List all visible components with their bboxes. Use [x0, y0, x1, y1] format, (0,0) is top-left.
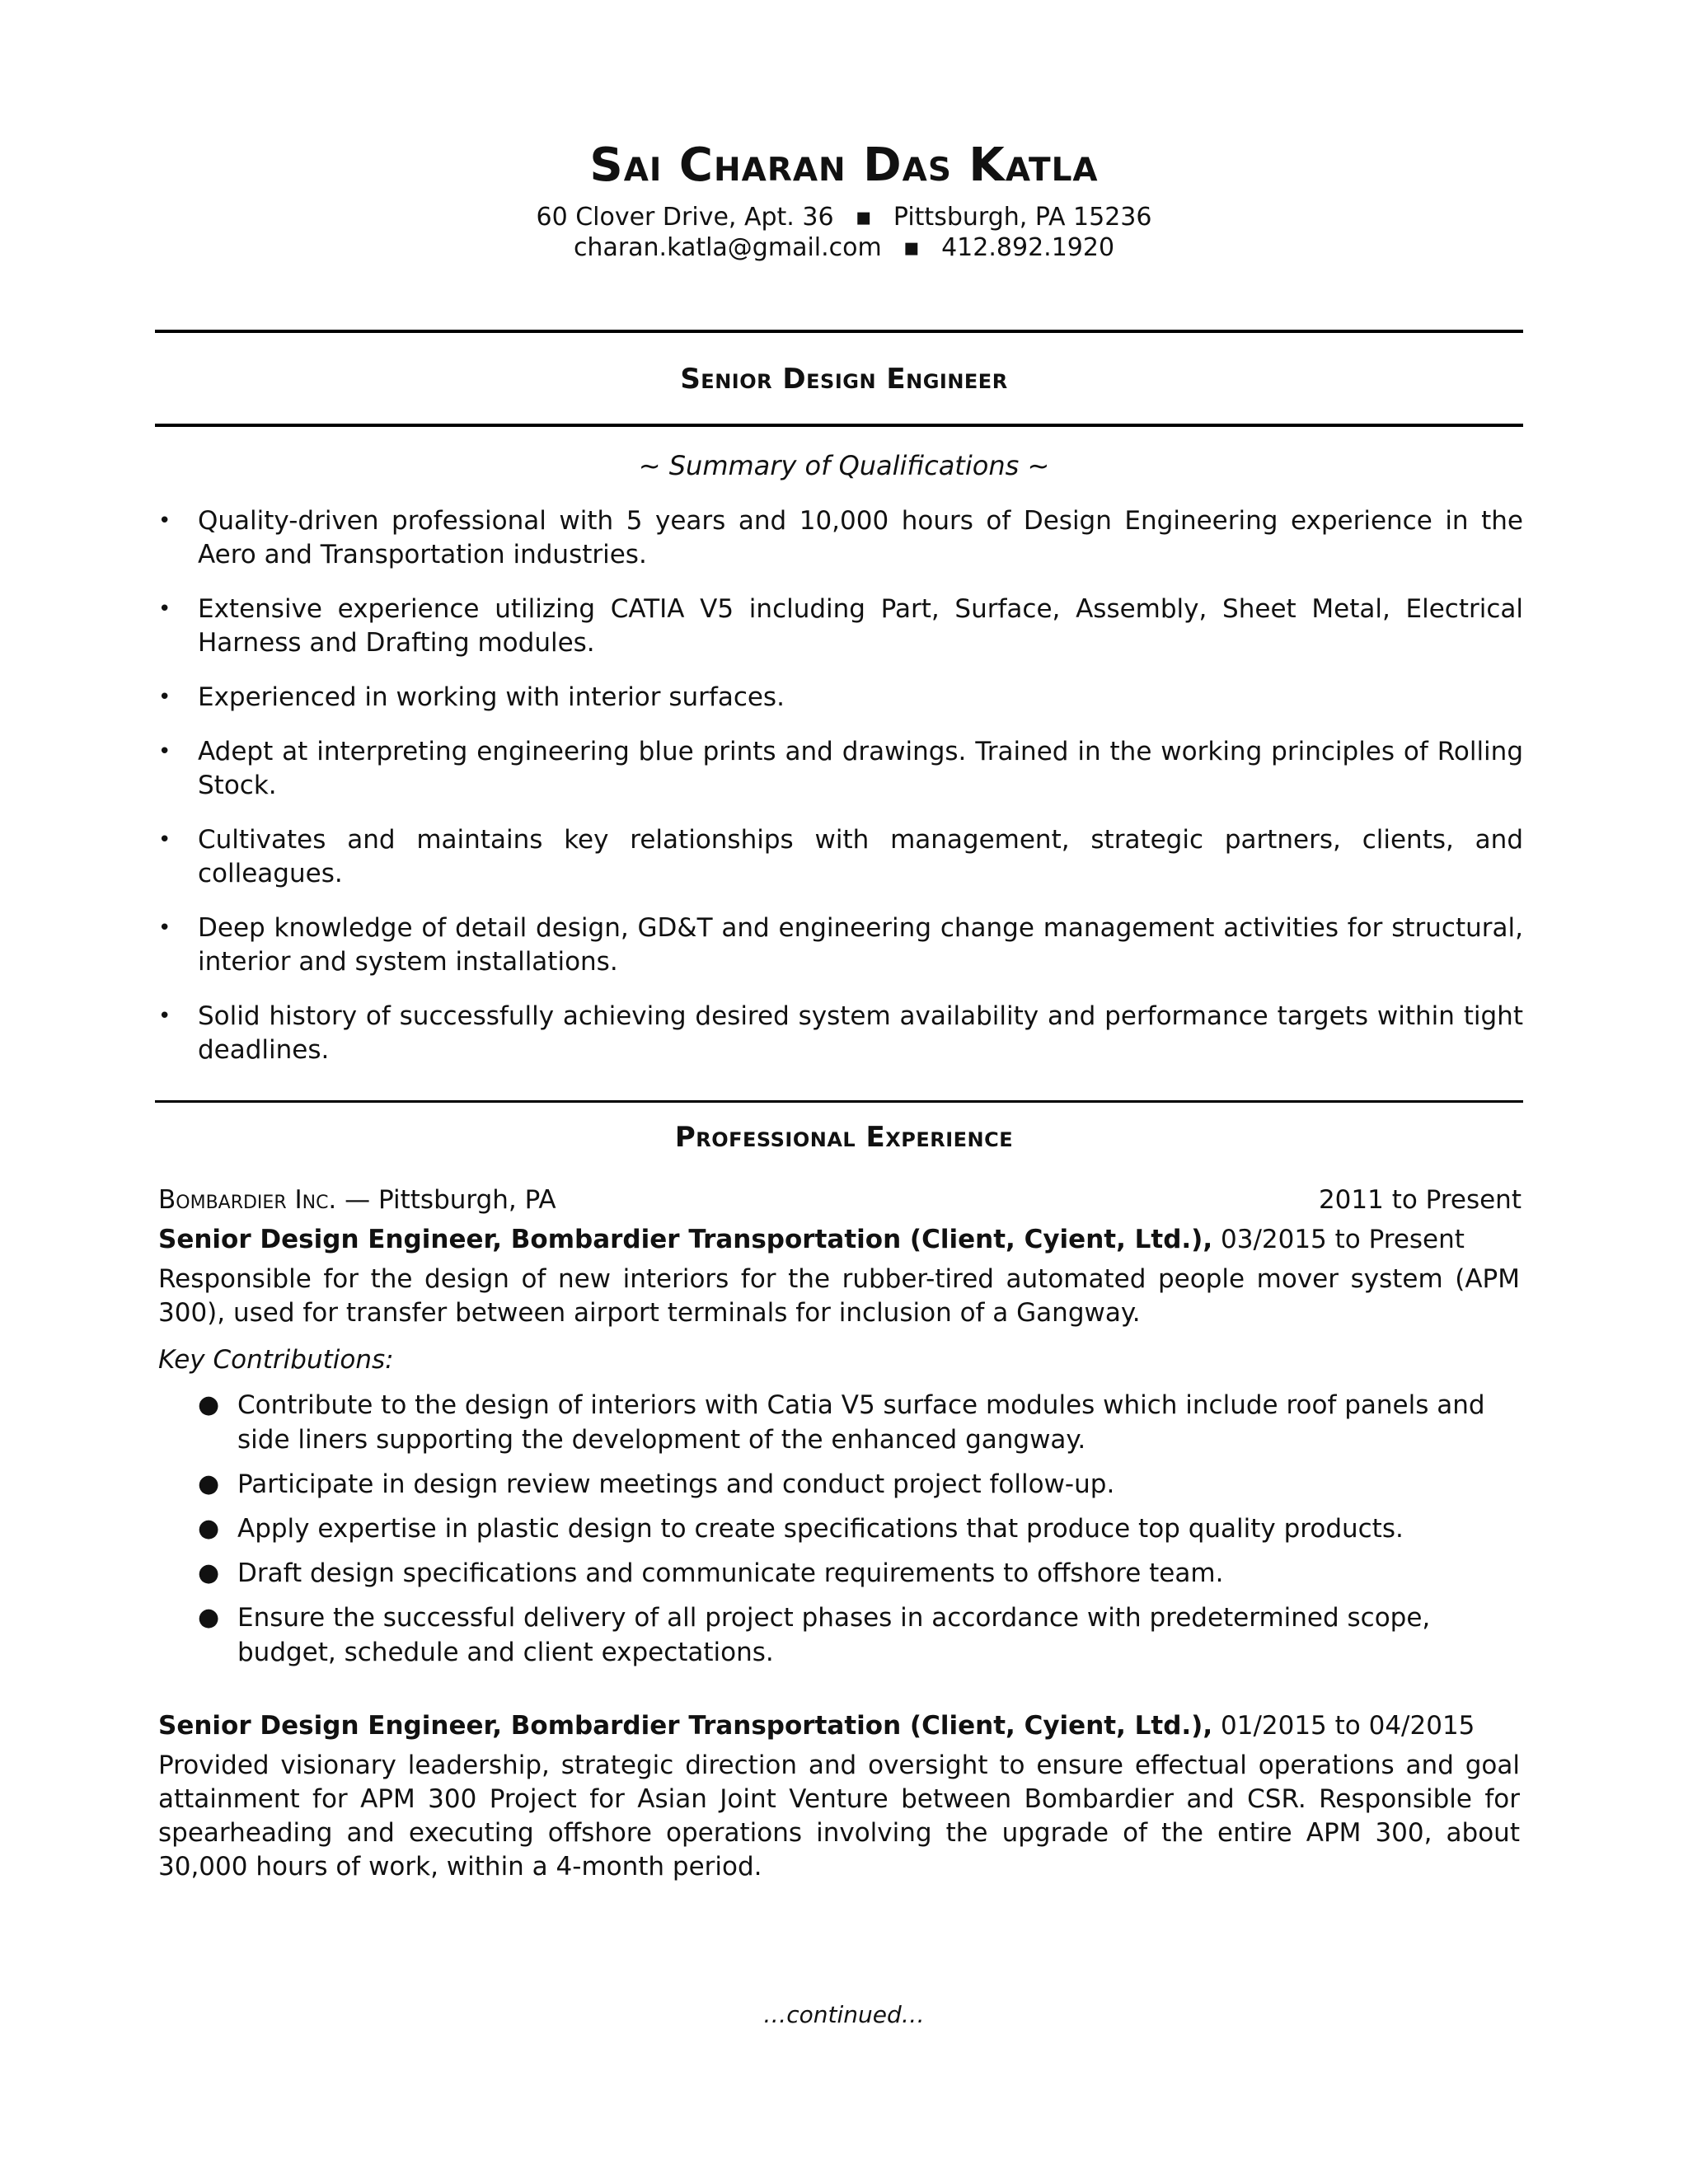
- summary-item-text: Experienced in working with interior surfaces.: [198, 682, 785, 712]
- bullet-icon: •: [158, 685, 171, 710]
- contact-separator: ▪: [903, 233, 921, 262]
- contribution-item: [196, 1511, 1507, 1546]
- phone-number: 412.892.1920: [941, 233, 1115, 262]
- candidate-name: Sai Charan Das Katla: [589, 138, 1099, 192]
- job-title: Senior Design Engineer, Bombardier Transportation (Client, Cyient, Ltd.),: [158, 1711, 1213, 1741]
- bullet-icon: ●: [198, 1390, 220, 1419]
- summary-item: [157, 681, 1523, 715]
- contribution-text: Contribute to the design of interiors with Catia V5 surface modules which include roof panels and side liners supporting the development of the enhanced gangway.: [237, 1390, 1485, 1455]
- contribution-text: Ensure the successful delivery of all project phases in accordance with predetermined scope, budget, schedule and client expectations.: [237, 1603, 1431, 1667]
- summary-item: [157, 593, 1523, 660]
- job-title: Senior Design Engineer, Bombardier Transportation (Client, Cyient, Ltd.),: [158, 1225, 1213, 1254]
- bullet-icon: •: [158, 739, 171, 764]
- company-location: — Pittsburgh, PA: [336, 1185, 556, 1215]
- bullet-icon: ●: [198, 1558, 220, 1587]
- contribution-text: Apply expertise in plastic design to create specifications that produce top quality products.: [237, 1514, 1404, 1544]
- contribution-item: [196, 1601, 1507, 1670]
- job-description: Responsible for the design of new interiors for the rubber-tired automated people mover system (APM 300), used for transfer between airport terminals for inclusion of a Gangway.: [158, 1264, 1520, 1328]
- bullet-icon: ●: [198, 1469, 220, 1498]
- headline-title: Senior Design Engineer: [680, 363, 1008, 396]
- contribution-item: [196, 1467, 1507, 1502]
- job-dates: 03/2015 to Present: [1212, 1225, 1465, 1254]
- contribution-item: [196, 1388, 1507, 1457]
- bullet-icon: •: [158, 1004, 171, 1029]
- continued-note: …continued…: [763, 2001, 925, 2028]
- job-dates: 01/2015 to 04/2015: [1212, 1711, 1475, 1741]
- contact-line: [0, 233, 1688, 262]
- contributions-list: [196, 1388, 1507, 1680]
- summary-item-text: Cultivates and maintains key relationships with management, strategic partners, clients, and colleagues.: [198, 825, 1523, 888]
- header-divider-top: [155, 330, 1523, 333]
- summary-item-text: Solid history of successfully achieving desired system availability and performance targets within tight deadlines.: [198, 1001, 1523, 1065]
- company-name: Bombardier Inc.: [158, 1185, 337, 1215]
- summary-item: [157, 823, 1523, 891]
- summary-item: [157, 504, 1523, 572]
- summary-item: [157, 735, 1523, 803]
- experience-title: Professional Experience: [674, 1121, 1014, 1154]
- contact-separator: ▪: [855, 203, 872, 232]
- bullet-icon: •: [158, 827, 171, 852]
- summary-item: [157, 1000, 1523, 1067]
- summary-item-text: Deep knowledge of detail design, GD&T and engineering change management activities for structural, interior and system installations.: [198, 913, 1523, 977]
- bullet-icon: •: [158, 509, 171, 533]
- job-title-line: [158, 1225, 1526, 1254]
- city-state-zip: Pittsburgh, PA 15236: [893, 203, 1152, 232]
- key-contributions-label: Key Contributions:: [158, 1345, 394, 1375]
- job-title-line: [158, 1711, 1526, 1741]
- summary-item-text: Adept at interpreting engineering blue prints and drawings. Trained in the working principles of Rolling Stock.: [198, 737, 1523, 800]
- bullet-icon: ●: [198, 1603, 220, 1632]
- address-line: [0, 203, 1688, 232]
- bullet-icon: •: [158, 916, 171, 940]
- contribution-item: [196, 1556, 1507, 1591]
- experience-divider: [155, 1100, 1523, 1103]
- employment-years: 2011 to Present: [1318, 1185, 1522, 1215]
- summary-list: [157, 504, 1523, 1088]
- employer-line: [158, 1185, 1522, 1215]
- summary-item-text: Extensive experience utilizing CATIA V5 including Part, Surface, Assembly, Sheet Metal, Electrical Harness and Drafting modules.: [198, 594, 1523, 658]
- job-description: Provided visionary leadership, strategic direction and oversight to ensure effectual operations and goal attainment for APM 300 Project for Asian Joint Venture between Bombardier and CSR. Responsible for spearheading and executing offshore operations involving the upgrade of the entire APM 300, about 30,000 hours of work, within a 4-month period.: [158, 1750, 1520, 1882]
- summary-title: ~ Summary of Qualifications ~: [638, 450, 1050, 481]
- bullet-icon: •: [158, 597, 171, 621]
- header-divider-bottom: [155, 424, 1523, 427]
- street-address: 60 Clover Drive, Apt. 36: [536, 203, 834, 232]
- summary-item: [157, 912, 1523, 979]
- contribution-text: Participate in design review meetings and conduct project follow-up.: [237, 1469, 1115, 1499]
- contribution-text: Draft design specifications and communicate requirements to offshore team.: [237, 1558, 1224, 1588]
- email-address: charan.katla@gmail.com: [573, 233, 882, 262]
- summary-item-text: Quality-driven professional with 5 years and 10,000 hours of Design Engineering experience in the Aero and Transportation industries.: [198, 506, 1523, 569]
- bullet-icon: ●: [198, 1514, 220, 1543]
